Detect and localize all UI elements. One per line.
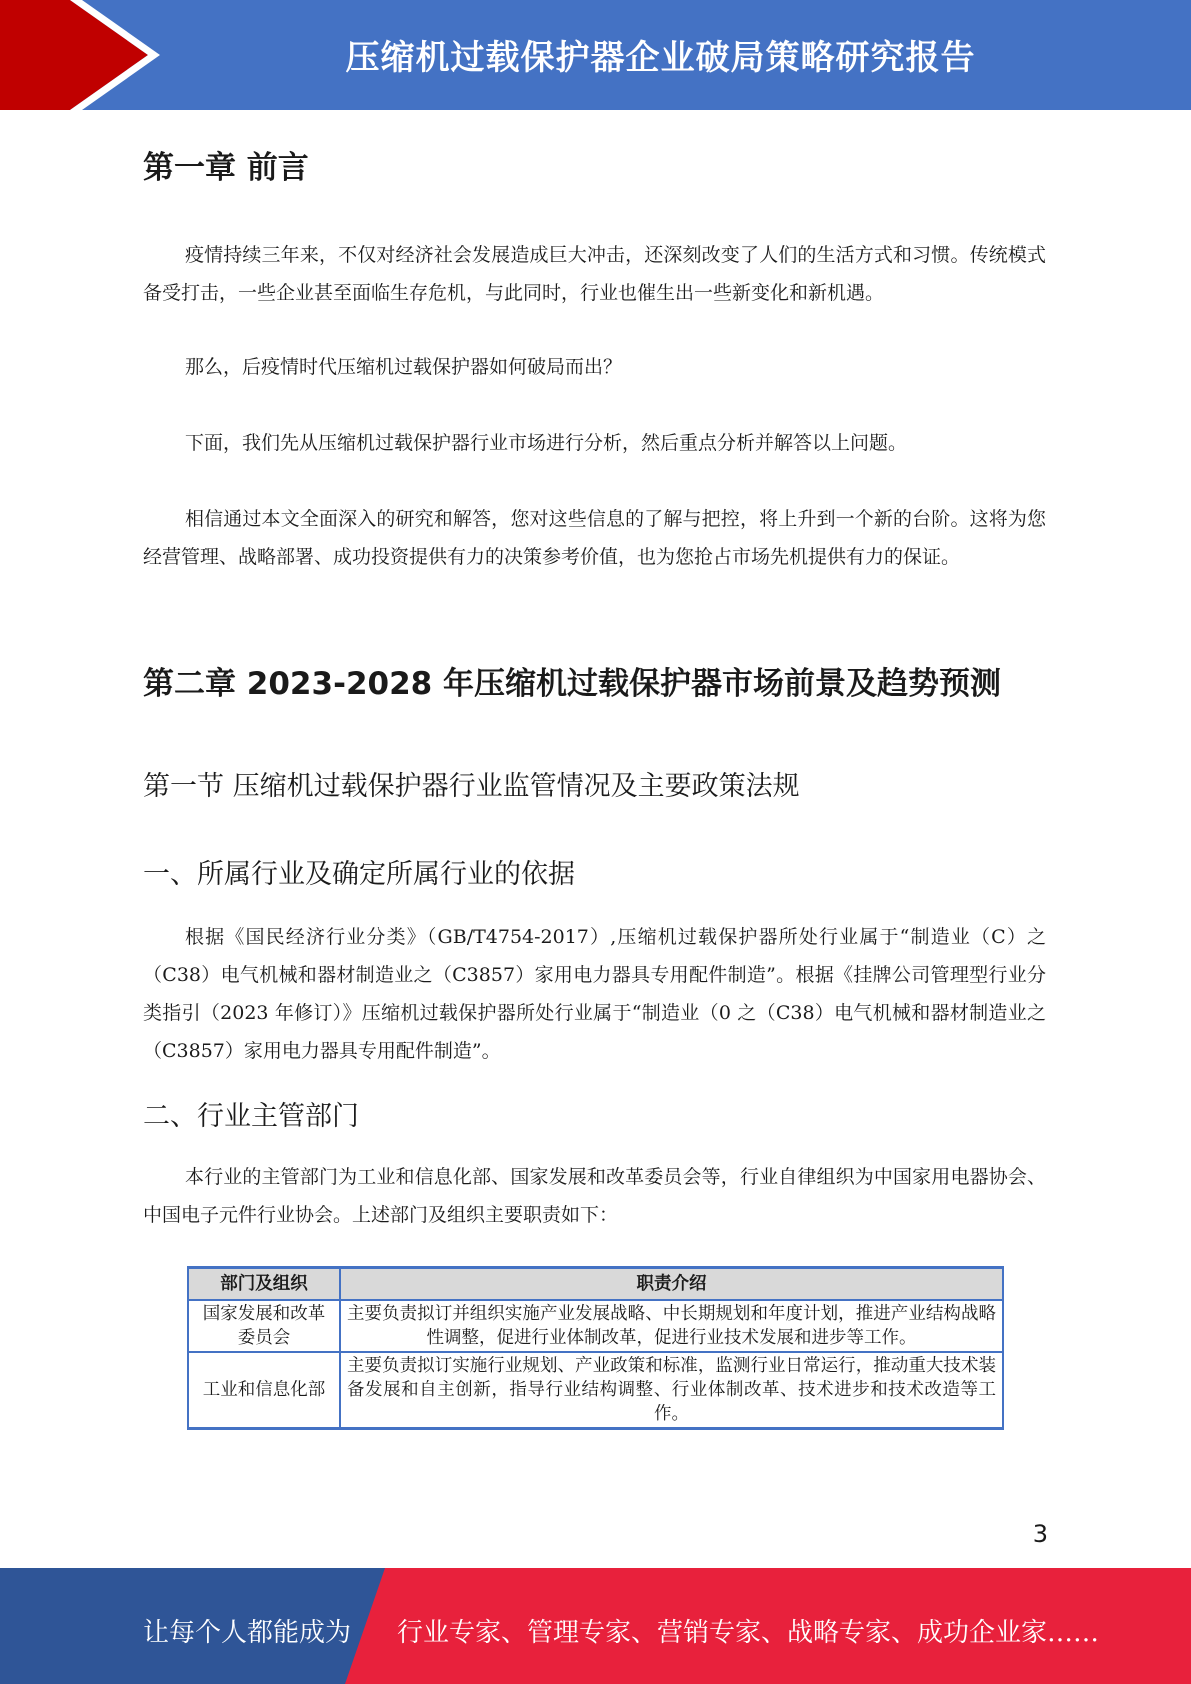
paragraph: 下面，我们先从压缩机过载保护器行业市场进行分析，然后重点分析并解答以上问题。 <box>185 432 908 454</box>
paragraph: 疫情持续三年来，不仅对经济社会发展造成巨大冲击，还深刻改变了人们的生活方式和习惯。传统模式备受打击，一些企业甚至面临生存危机，与此同时，行业也催生出一些新变化和新机遇。 <box>143 244 1046 304</box>
paragraph: 根据《国民经济行业分类》（GB/T4754-2017）,压缩机过载保护器所处行业属于“制造业（C）之（C38）电气机械和器材制造业之（C3857）家用电力器具专用配件制造”。根据《挂牌公司管理型行业分类指引（2023 年修订）》压缩机过载保护器所处行业属于“制造业（0 之（C38）电气机械和器材制造业之（C3857）家用电力器具专用配件制造”。 <box>143 926 1046 1062</box>
page-header <box>0 0 1191 110</box>
paragraph: 那么，后疫情时代压缩机过载保护器如何破局而出？ <box>185 356 623 378</box>
duties-table <box>187 1266 1004 1430</box>
table-row <box>188 1300 1003 1352</box>
table-row <box>188 1352 1003 1429</box>
table-cell-duty: 主要负责拟订并组织实施产业发展战略、中长期规划和年度计划，推进产业结构战略性调整，促进行业体制改革，促进行业技术发展和进步等工作。 <box>340 1300 1003 1352</box>
report-title: 压缩机过载保护器企业破局策略研究报告 <box>345 38 976 78</box>
table-header-cell: 部门及组织 <box>188 1268 340 1301</box>
footer-slogan-left: 让每个人都能成为 <box>143 1618 352 1648</box>
subsection-2-heading: 二、行业主管部门 <box>143 1101 359 1132</box>
table-cell-duty: 主要负责拟订实施行业规划、产业政策和标准，监测行业日常运行，推动重大技术装备发展和自主创新，指导行业结构调整、行业体制改革、技术进步和技术改造等工作。 <box>340 1352 1003 1429</box>
table-header-row <box>188 1268 1003 1301</box>
table-header-cell: 职责介绍 <box>340 1268 1003 1301</box>
page-footer <box>0 1568 1191 1684</box>
table-cell-org: 工业和信息化部 <box>188 1352 340 1429</box>
paragraph: 本行业的主管部门为工业和信息化部、国家发展和改革委员会等，行业自律组织为中国家用电器协会、中国电子元件行业协会。上述部门及组织主要职责如下： <box>143 1166 1046 1226</box>
table-cell-org: 国家发展和改革委员会 <box>188 1300 340 1352</box>
page-number: 3 <box>1032 1520 1048 1548</box>
footer-slogan-right: 行业专家、管理专家、营销专家、战略专家、成功企业家…… <box>397 1618 1100 1648</box>
chapter-2-heading: 第二章 2023-2028 年压缩机过载保护器市场前景及趋势预测 <box>143 666 1002 702</box>
chapter-1-heading: 第一章 前言 <box>143 150 309 186</box>
subsection-1-heading: 一、所属行业及确定所属行业的依据 <box>143 859 575 890</box>
paragraph: 相信通过本文全面深入的研究和解答，您对这些信息的了解与把控，将上升到一个新的台阶。这将为您经营管理、战略部署、成功投资提供有力的决策参考价值，也为您抢占市场先机提供有力的保证。 <box>143 508 1046 568</box>
section-1-heading: 第一节 压缩机过载保护器行业监管情况及主要政策法规 <box>143 771 800 802</box>
